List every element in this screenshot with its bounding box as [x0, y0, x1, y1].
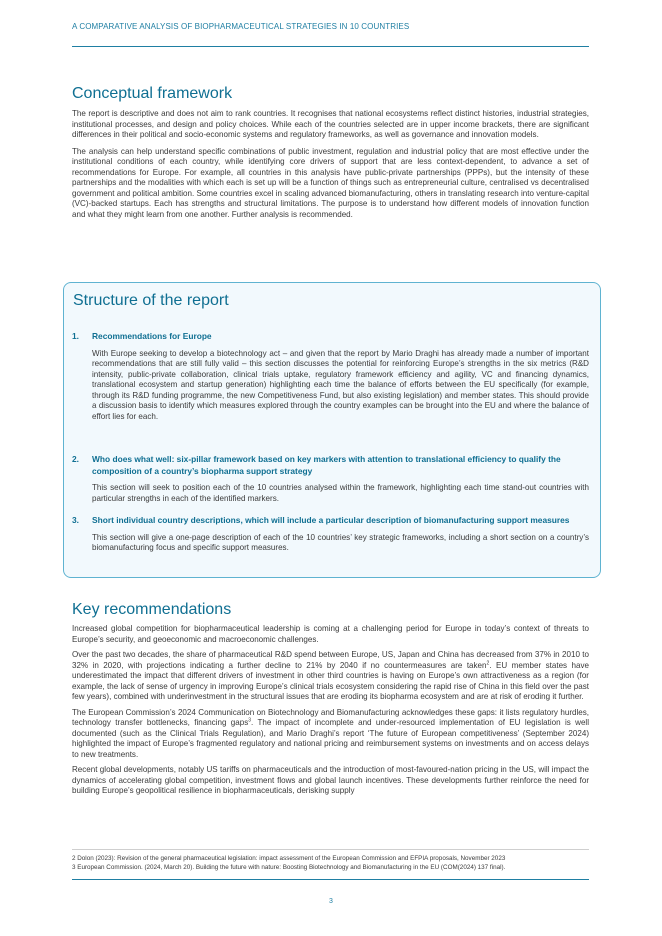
footnote-ref-3[interactable]: 3	[248, 717, 252, 724]
structure-item-2	[72, 454, 589, 504]
keyrec-paragraph-3	[72, 708, 589, 761]
item-text: This section will seek to position each of the 10 countries analysed within the framework, highlighting each time stand-out countries with particular strengths in each of the identified markers.	[92, 483, 589, 503]
keyrec-paragraph-2	[72, 650, 589, 703]
item-heading: Who does what well: six-pillar framework based on key markers with attention to translational efficiency to qualify the composition of a country’s biopharma support strategy	[92, 454, 561, 476]
footnote-separator	[72, 849, 589, 850]
footnote-3: 3 European Commission. (2024, March 20). Building the future with nature: Boosting Biotechnology and Biomanufacturing in the EU (COM(2024) 137 final).	[72, 864, 506, 871]
footnote-ref-2[interactable]: 2	[486, 659, 490, 666]
page-number: 3	[329, 898, 333, 905]
conceptual-framework-section	[72, 85, 589, 220]
footnotes	[72, 854, 589, 872]
item-number: 3.	[72, 515, 79, 525]
item-text: With Europe seeking to develop a biotechnology act – and given that the report by Mario Draghi has already made a number of important recommendations that are still fully valid – this section discusses the potential for reinforcing Europe’s strengths in the six metrics (R&D intensity, public-private collaboration, clinical trials uptake, regulatory framework efficiency and agility, VC and financing dynamics, translational ecosystem and startup generation) highlighting each time the balance of efforts between the EU specifically (for example, through its R&D funding programme, the new Competitiveness Fund, but also existing legislation) and member states. This should provide a discussion basis to identify which measures explored through the country examples can be brought into the EU and where the balance of effort lies for each.	[92, 348, 589, 421]
keyrec-p2-text-a: Over the past two decades, the share of pharmaceutical R&D spend between Europe, US, Japan and China has decreased from 37% in 2010 to 32% in 2020, with projections indicating a further decline to 21% by 2040 if no countermeasures are taken	[72, 650, 589, 670]
header-rule	[72, 46, 589, 47]
structure-of-report-box	[63, 282, 601, 578]
keyrec-p3-text-b: . The impact of incomplete and under-resourced implementation of EU legislation is well documented (such as the Clinical Trials Regulation), and Mario Draghi’s report ‘The future of European competitiveness’ (September 2024) highlighted the impact of Europe’s fragmented regulatory and national pricing and reimbursement systems on investments and on access delays to new treatments.	[72, 718, 590, 759]
keyrec-paragraph-1: Increased global competition for biopharmaceutical leadership is coming at a challenging period for Europe in today’s context of threats to Europe’s security, and geoeconomic and macroeconomic challenges.	[72, 624, 589, 644]
structure-item-3	[72, 515, 589, 554]
footnote-2: 2 Dolon (2023): Revision of the general pharmaceutical legislation: impact assessment of the European Commission and EFPIA proposals, November 2023	[72, 855, 506, 862]
item-text: This section will give a one-page description of each of the 10 countries’ key strategic frameworks, including a short section on a country’s biomanufacturing focus and specific support measures.	[92, 532, 589, 552]
item-heading: Short individual country descriptions, which will include a particular description of biomanufacturing support measures	[92, 515, 570, 525]
keyrec-p3-text-a: The European Commission’s 2024 Communication on Biotechnology and Biomanufacturing acknowledges these gaps: it lists regulatory hurdles, technology transfer bottlenecks, financing gaps	[72, 707, 589, 727]
item-number: 2.	[72, 454, 79, 464]
structure-item-1	[72, 331, 589, 422]
item-heading: Recommendations for Europe	[92, 331, 212, 341]
key-recommendations-section	[72, 601, 589, 797]
keyrec-paragraph-4: Recent global developments, notably US tariffs on pharmaceuticals and the introduction of most-favoured-nation pricing in the US, will impact the dynamics of accelerating global competition, investment flows and global launch incentives. These developments further reinforce the need for building Europe’s geopolitical resilience in biopharmaceuticals, derisking supply	[72, 765, 589, 795]
conceptual-paragraph-2: The analysis can help understand specific combinations of public investment, regulation and industrial policy that are most effective under the institutional conditions of each country, while identifying core drivers of support that are less context-dependent, to advance a set of recommendations for Europe. For example, all countries in this analysis have public-private partnerships (PPPs), but the intensity of these partnerships and the modalities with which each is set up will be a function of things such as entrepreneurial culture, centralised vs decentralised government and political ambition. Some countries excel in scaling advanced biomanufacturing, others in translating research into venture-capital (VC)-backed startups. Each has strengths and structural limitations. The purpose is to understand how different models of innovation function and what they might learn from one another. Further analysis is recommended.	[72, 146, 589, 219]
keyrec-p2-text-b: . EU member states have underestimated the impact that different drivers of investment in other third countries is having on Europe’s own attractiveness as a region (for example, the lack of sense of urgency in improving Europe’s clinical trials ecosystem considering the rapid rise of China in this field over the past few years), combined with underinvestment in the structural issues that are eroding its biopharma ecosystem and are at risk of eroding it further.	[72, 660, 589, 701]
key-recommendations-title: Key recommendations	[72, 601, 232, 618]
running-header: A COMPARATIVE ANALYSIS OF BIOPHARMACEUTICAL STRATEGIES IN 10 COUNTRIES	[72, 22, 410, 31]
footer-rule	[72, 879, 589, 880]
item-number: 1.	[72, 331, 79, 341]
structure-title: Structure of the report	[73, 292, 229, 309]
conceptual-framework-title: Conceptual framework	[72, 85, 233, 102]
conceptual-paragraph-1: The report is descriptive and does not aim to rank countries. It recognises that national ecosystems reflect distinct histories, industrial strategies, institutional processes, and design and policy choices. While each of the countries selected are in upper income brackets, there are significant differences in their political and socio-economic systems and regulatory frameworks, as well as governance and innovation models.	[72, 109, 589, 139]
